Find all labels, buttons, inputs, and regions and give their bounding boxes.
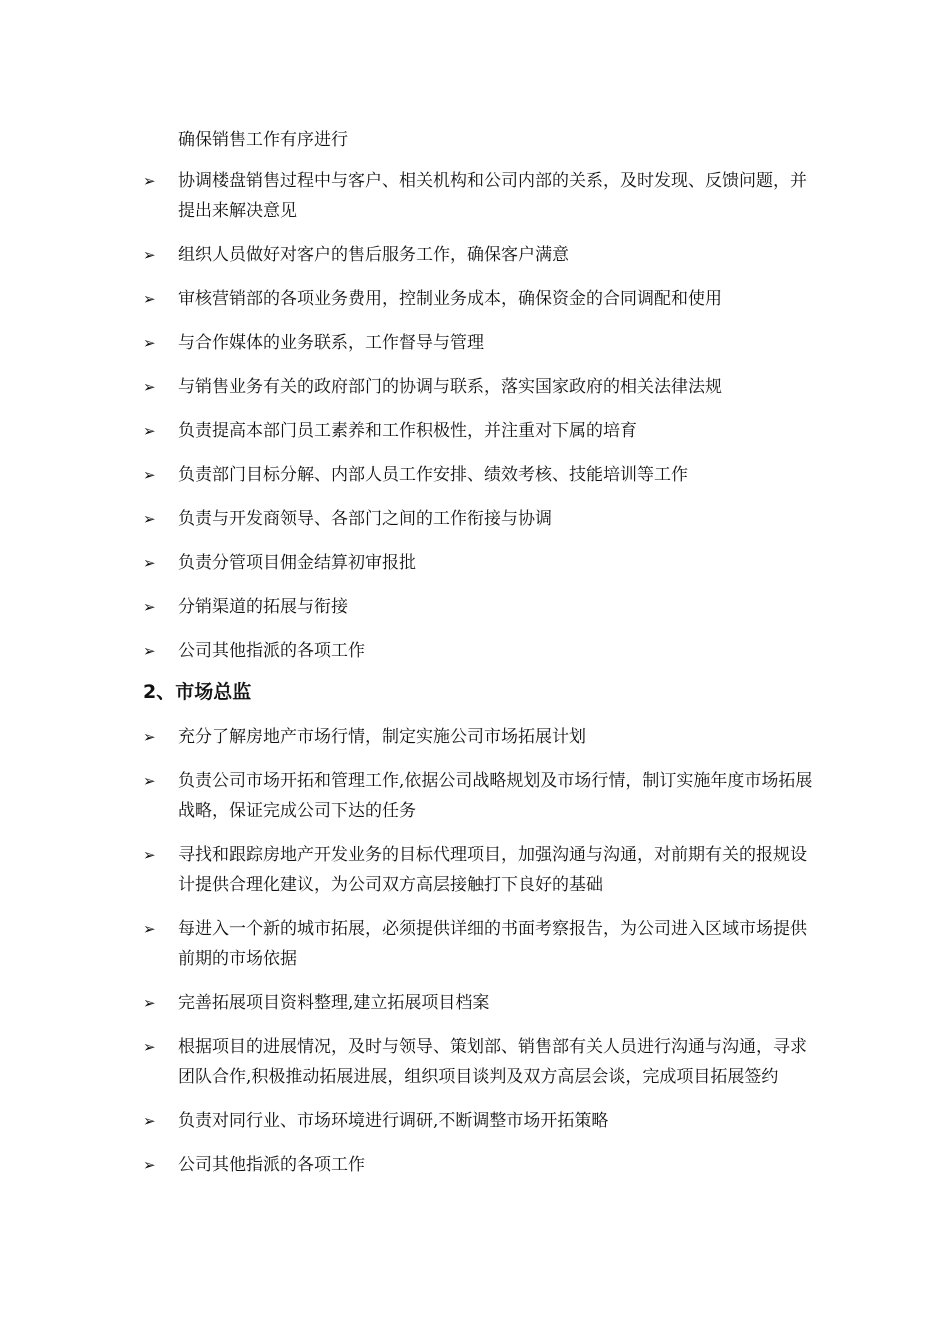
section-heading: 2、市场总监	[143, 681, 252, 703]
arrow-bullet-icon: ➢	[143, 772, 156, 790]
list-item	[143, 722, 815, 752]
arrow-bullet-icon: ➢	[143, 510, 156, 528]
list-item-text: 负责提高本部门员工素养和工作积极性，并注重对下属的培育	[178, 421, 637, 441]
arrow-bullet-icon: ➢	[143, 598, 156, 616]
responsibility-list-sales-director	[143, 166, 815, 680]
continuation-text: 确保销售工作有序进行	[178, 130, 348, 150]
arrow-bullet-icon: ➢	[143, 290, 156, 308]
list-item	[143, 766, 815, 826]
list-item-text: 负责与开发商领导、各部门之间的工作衔接与协调	[178, 509, 552, 529]
list-item-text: 负责公司市场开拓和管理工作,依据公司战略规划及市场行情，制订实施年度市场拓展战略，保证完成公司下达的任务	[178, 771, 813, 821]
responsibility-list-marketing-director	[143, 722, 815, 1194]
arrow-bullet-icon: ➢	[143, 1156, 156, 1174]
arrow-bullet-icon: ➢	[143, 728, 156, 746]
list-item-text: 负责分管项目佣金结算初审报批	[178, 553, 416, 573]
arrow-bullet-icon: ➢	[143, 246, 156, 264]
list-item	[143, 416, 815, 446]
list-item	[143, 372, 815, 402]
list-item	[143, 548, 815, 578]
list-item-text: 寻找和跟踪房地产开发业务的目标代理项目，加强沟通与沟通，对前期有关的报规设计提供合理化建议，为公司双方高层接触打下良好的基础	[178, 845, 807, 895]
list-item-text: 审核营销部的各项业务费用，控制业务成本，确保资金的合同调配和使用	[178, 289, 722, 309]
list-item	[143, 914, 815, 974]
list-item	[143, 1150, 815, 1180]
list-item-text: 负责部门目标分解、内部人员工作安排、绩效考核、技能培训等工作	[178, 465, 688, 485]
list-item	[143, 284, 815, 314]
list-item-text: 充分了解房地产市场行情，制定实施公司市场拓展计划	[178, 727, 586, 747]
arrow-bullet-icon: ➢	[143, 1112, 156, 1130]
list-item-text: 根据项目的进展情况，及时与领导、策划部、销售部有关人员进行沟通与沟通，寻求团队合作,积极推动拓展进展，组织项目谈判及双方高层会谈，完成项目拓展签约	[178, 1037, 807, 1087]
arrow-bullet-icon: ➢	[143, 920, 156, 938]
list-item	[143, 328, 815, 358]
list-item-text: 完善拓展项目资料整理,建立拓展项目档案	[178, 993, 490, 1013]
arrow-bullet-icon: ➢	[143, 378, 156, 396]
list-item	[143, 840, 815, 900]
list-item	[143, 988, 815, 1018]
list-item-text: 每进入一个新的城市拓展，必须提供详细的书面考察报告，为公司进入区域市场提供前期的市场依据	[178, 919, 807, 969]
list-item	[143, 1106, 815, 1136]
list-item	[143, 636, 815, 666]
list-item	[143, 592, 815, 622]
list-item-text: 与销售业务有关的政府部门的协调与联系，落实国家政府的相关法律法规	[178, 377, 722, 397]
arrow-bullet-icon: ➢	[143, 334, 156, 352]
list-item-text: 公司其他指派的各项工作	[178, 641, 365, 661]
arrow-bullet-icon: ➢	[143, 1038, 156, 1056]
list-item	[143, 460, 815, 490]
list-item	[143, 166, 815, 226]
list-item-text: 协调楼盘销售过程中与客户、相关机构和公司内部的关系，及时发现、反馈问题，并提出来解决意见	[178, 171, 807, 221]
list-item	[143, 504, 815, 534]
list-item-text: 公司其他指派的各项工作	[178, 1155, 365, 1175]
arrow-bullet-icon: ➢	[143, 172, 156, 190]
arrow-bullet-icon: ➢	[143, 422, 156, 440]
arrow-bullet-icon: ➢	[143, 642, 156, 660]
arrow-bullet-icon: ➢	[143, 846, 156, 864]
arrow-bullet-icon: ➢	[143, 554, 156, 572]
list-item	[143, 1032, 815, 1092]
arrow-bullet-icon: ➢	[143, 466, 156, 484]
list-item-text: 组织人员做好对客户的售后服务工作，确保客户满意	[178, 245, 569, 265]
list-item-text: 负责对同行业、市场环境进行调研,不断调整市场开拓策略	[178, 1111, 609, 1131]
list-item-text: 分销渠道的拓展与衔接	[178, 597, 348, 617]
list-item	[143, 240, 815, 270]
list-item-text: 与合作媒体的业务联系，工作督导与管理	[178, 333, 484, 353]
arrow-bullet-icon: ➢	[143, 994, 156, 1012]
